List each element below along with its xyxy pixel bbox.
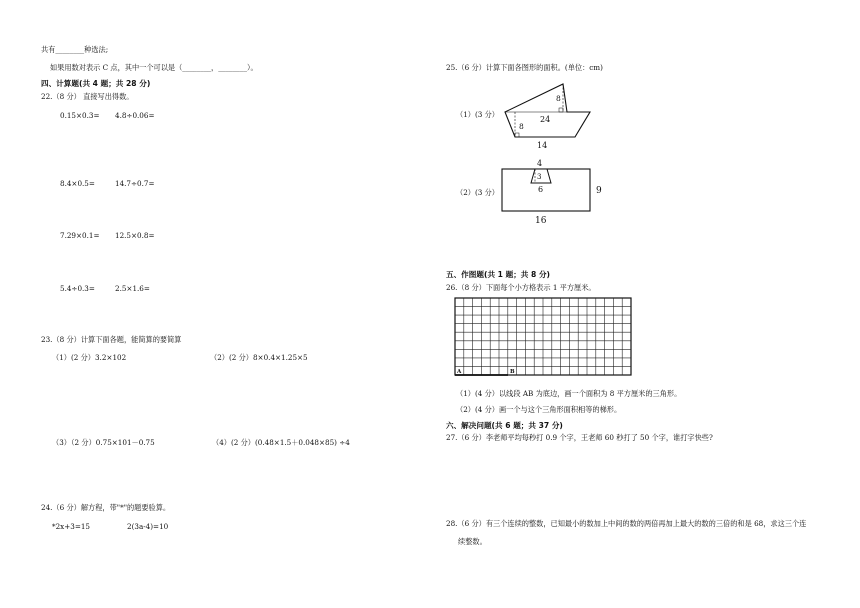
q22-head: 22.（8 分） 直接写出得数。: [41, 92, 134, 101]
point-a-label: A: [457, 369, 462, 375]
rectangle-trapezoid-figure: [495, 157, 615, 227]
q23-head: 23.（8 分）计算下面各题，能简算的要简算: [41, 335, 182, 344]
q22-item-1: 0.15×0.3=: [60, 111, 100, 120]
q24-head: 24.（6 分）解方程，带"*"的题要验算。: [41, 503, 171, 512]
q22-item-4: 14.7÷0.7=: [115, 179, 155, 188]
fig2-trap-height: 3: [537, 173, 542, 181]
pentagon-figure: [495, 82, 615, 152]
q22-item-5: 7.29×0.1=: [60, 231, 100, 240]
q24-item-1: *2x+3=15: [52, 522, 90, 531]
q24-item-2: 2(3a-4)=10: [127, 522, 169, 531]
coordinate-pair-line: 如果用数对表示 C 点，其中一个可以是（________，________）。: [50, 63, 258, 72]
section-5-title: 五、作图题(共 1 题；共 8 分): [446, 270, 551, 279]
fig2-rect-height: 9: [596, 186, 602, 196]
q22-item-2: 4.8÷0.06=: [115, 111, 155, 120]
q23-item-4: （4）(2 分）(0.48×1.5＋0.048×85) ÷4: [212, 438, 350, 447]
fig1-height-top: 8: [556, 94, 561, 103]
q28-text-line1: 28.（6 分）有三个连续的整数，已知最小的数加上中间的数的两倍再加上最大的数的三倍的和是 68，求这三个连: [446, 519, 807, 528]
q22-item-8: 2.5×1.6=: [115, 284, 150, 293]
section-6-title: 六、解决问题(共 6 题；共 37 分): [446, 421, 563, 430]
q27-text: 27.（6 分）李老师平均每秒打 0.9 个字，王老师 60 秒打了 50 个字，谁打字快些?: [446, 433, 713, 442]
q25-sub1: （1）(3 分）: [456, 110, 499, 119]
q23-item-3: （3）（2 分）0.75×101－0.75: [52, 438, 155, 447]
q23-item-2: （2）(2 分）8×0.4×1.25×5: [210, 353, 308, 362]
q23-item-1: （1）(2 分）3.2×102: [52, 353, 127, 362]
fig1-base-short: 14: [537, 141, 548, 150]
fig2-rect-width: 16: [535, 216, 547, 226]
fig1-height-bottom: 8: [519, 122, 524, 131]
fig2-trap-bottom: 6: [538, 185, 544, 194]
square-grid[interactable]: [453, 296, 635, 380]
choice-count-line: 共有________种选法;: [41, 45, 109, 54]
fig1-base-long: 24: [540, 115, 551, 124]
q22-item-3: 8.4×0.5=: [60, 179, 95, 188]
q25-sub2: （2）(3 分）: [456, 188, 499, 197]
q25-head: 25.（6 分）计算下面各图形的面积。(单位：cm): [446, 63, 603, 72]
q26-sub2: （2）(4 分）画一个与这个三角形面积相等的梯形。: [456, 405, 622, 414]
fig2-top-width: 4: [537, 159, 543, 168]
section-4-title: 四、计算题(共 4 题；共 28 分): [41, 79, 151, 88]
q22-item-6: 12.5×0.8=: [115, 231, 155, 240]
q26-sub1: （1）(4 分）以线段 AB 为底边，画一个面积为 8 平方厘米的三角形。: [456, 389, 682, 398]
q26-head: 26.（8 分）下面每个小方格表示 1 平方厘米。: [446, 283, 596, 292]
q22-item-7: 5.4÷0.3=: [60, 284, 95, 293]
q28-text-line2: 续整数。: [458, 537, 487, 546]
point-b-label: B: [510, 369, 515, 375]
